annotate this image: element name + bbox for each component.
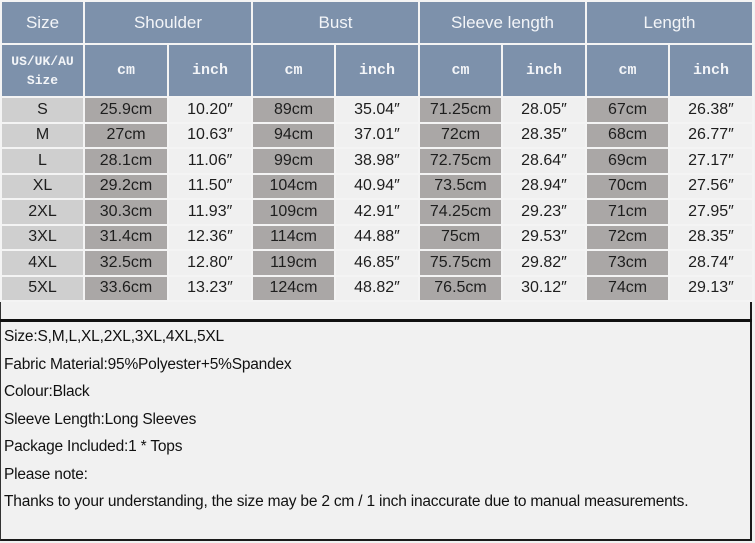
length-cm-cell: 67cm: [586, 97, 669, 123]
sleeve-cm-cell: 75cm: [419, 225, 502, 251]
shoulder-cm-cell: 32.5cm: [84, 250, 168, 276]
size-cell: 5XL: [1, 276, 84, 302]
table-row: [1, 148, 753, 174]
sleeve-cm-cell: 72cm: [419, 123, 502, 149]
shoulder-cm-cell: 31.4cm: [84, 225, 168, 251]
header-bust-inch: inch: [335, 44, 419, 97]
bust-cm-cell: 99cm: [252, 148, 335, 174]
size-cell: 2XL: [1, 199, 84, 225]
shoulder-cm-cell: 30.3cm: [84, 199, 168, 225]
bust-inch-cell: 38.98″: [335, 148, 419, 174]
bust-cm-cell: 114cm: [252, 225, 335, 251]
header-length-inch: inch: [669, 44, 753, 97]
note-disclaimer: Thanks to your understanding, the size may be 2 cm / 1 inch inaccurate due to manual measurements.: [4, 493, 689, 510]
shoulder-cm-cell: 29.2cm: [84, 174, 168, 200]
shoulder-inch-cell: 11.06″: [168, 148, 252, 174]
shoulder-inch-cell: 12.36″: [168, 225, 252, 251]
size-cell: 4XL: [1, 250, 84, 276]
table-row: [1, 123, 753, 149]
shoulder-cm-cell: 27cm: [84, 123, 168, 149]
bust-cm-cell: 89cm: [252, 97, 335, 123]
table-row: [1, 174, 753, 200]
length-inch-cell: 26.77″: [669, 123, 753, 149]
bust-inch-cell: 44.88″: [335, 225, 419, 251]
table-divider: [0, 319, 752, 322]
table-row: [1, 97, 753, 123]
header-sleeve-inch: inch: [502, 44, 586, 97]
length-inch-cell: 28.35″: [669, 225, 753, 251]
note-please-note: Please note:: [4, 465, 88, 483]
size-cell: S: [1, 97, 84, 123]
sleeve-cm-cell: 75.75cm: [419, 250, 502, 276]
length-inch-cell: 29.13″: [669, 276, 753, 302]
header-shoulder-cm: cm: [84, 44, 168, 97]
header-sleeve-cm: cm: [419, 44, 502, 97]
length-inch-cell: 27.56″: [669, 174, 753, 200]
bust-inch-cell: 35.04″: [335, 97, 419, 123]
sleeve-inch-cell: 29.82″: [502, 250, 586, 276]
note-package: Package Included:1 * Tops: [4, 438, 183, 455]
header-shoulder-inch: inch: [168, 44, 252, 97]
header-size-region: [1, 44, 84, 97]
header-length-cm: cm: [586, 44, 669, 97]
length-cm-cell: 71cm: [586, 199, 669, 225]
shoulder-cm-cell: 33.6cm: [84, 276, 168, 302]
header-bust: Bust: [252, 1, 419, 44]
shoulder-inch-cell: 10.63″: [168, 123, 252, 149]
bust-inch-cell: 46.85″: [335, 250, 419, 276]
length-cm-cell: 68cm: [586, 123, 669, 149]
length-inch-cell: 27.95″: [669, 199, 753, 225]
shoulder-inch-cell: 11.50″: [168, 174, 252, 200]
length-cm-cell: 70cm: [586, 174, 669, 200]
sleeve-inch-cell: 28.05″: [502, 97, 586, 123]
sleeve-cm-cell: 73.5cm: [419, 174, 502, 200]
length-cm-cell: 72cm: [586, 225, 669, 251]
length-inch-cell: 26.38″: [669, 97, 753, 123]
shoulder-inch-cell: 12.80″: [168, 250, 252, 276]
bust-cm-cell: 104cm: [252, 174, 335, 200]
bust-inch-cell: 37.01″: [335, 123, 419, 149]
note-sizes: Size:S,M,L,XL,2XL,3XL,4XL,5XL: [4, 328, 224, 345]
shoulder-inch-cell: 10.20″: [168, 97, 252, 123]
table-row: [1, 225, 753, 251]
note-colour: Colour:Black: [4, 383, 90, 400]
note-sleeve-length: Sleeve Length:Long Sleeves: [4, 410, 197, 428]
sleeve-inch-cell: 28.35″: [502, 123, 586, 149]
product-notes: [4, 324, 744, 517]
sleeve-cm-cell: 76.5cm: [419, 276, 502, 302]
size-cell: M: [1, 123, 84, 149]
sleeve-cm-cell: 74.25cm: [419, 199, 502, 225]
bust-inch-cell: 40.94″: [335, 174, 419, 200]
shoulder-inch-cell: 11.93″: [168, 199, 252, 225]
header-size: Size: [1, 1, 84, 44]
bust-cm-cell: 109cm: [252, 199, 335, 225]
bust-inch-cell: 42.91″: [335, 199, 419, 225]
shoulder-inch-cell: 13.23″: [168, 276, 252, 302]
shoulder-cm-cell: 25.9cm: [84, 97, 168, 123]
size-region-sublabel: Size: [26, 72, 59, 88]
header-unit-row: [1, 44, 753, 97]
note-fabric: Fabric Material:95%Polyester+5%Spandex: [4, 355, 292, 373]
sleeve-inch-cell: 30.12″: [502, 276, 586, 302]
size-cell: L: [1, 148, 84, 174]
header-shoulder: Shoulder: [84, 1, 252, 44]
sleeve-cm-cell: 71.25cm: [419, 97, 502, 123]
sleeve-inch-cell: 29.23″: [502, 199, 586, 225]
bust-cm-cell: 119cm: [252, 250, 335, 276]
sleeve-inch-cell: 28.64″: [502, 148, 586, 174]
length-inch-cell: 28.74″: [669, 250, 753, 276]
header-bust-cm: cm: [252, 44, 335, 97]
size-cell: 3XL: [1, 225, 84, 251]
length-inch-cell: 27.17″: [669, 148, 753, 174]
length-cm-cell: 69cm: [586, 148, 669, 174]
size-region-label: US/UK/AU: [11, 53, 74, 69]
bust-cm-cell: 124cm: [252, 276, 335, 302]
bust-inch-cell: 48.82″: [335, 276, 419, 302]
header-group-row: [1, 1, 753, 44]
sleeve-inch-cell: 28.94″: [502, 174, 586, 200]
sleeve-inch-cell: 29.53″: [502, 225, 586, 251]
length-cm-cell: 73cm: [586, 250, 669, 276]
sleeve-cm-cell: 72.75cm: [419, 148, 502, 174]
header-sleeve-length: Sleeve length: [419, 1, 586, 44]
shoulder-cm-cell: 28.1cm: [84, 148, 168, 174]
table-row: [1, 199, 753, 225]
header-length: Length: [586, 1, 753, 44]
length-cm-cell: 74cm: [586, 276, 669, 302]
bust-cm-cell: 94cm: [252, 123, 335, 149]
size-cell: XL: [1, 174, 84, 200]
table-row: [1, 250, 753, 276]
table-row: [1, 276, 753, 302]
